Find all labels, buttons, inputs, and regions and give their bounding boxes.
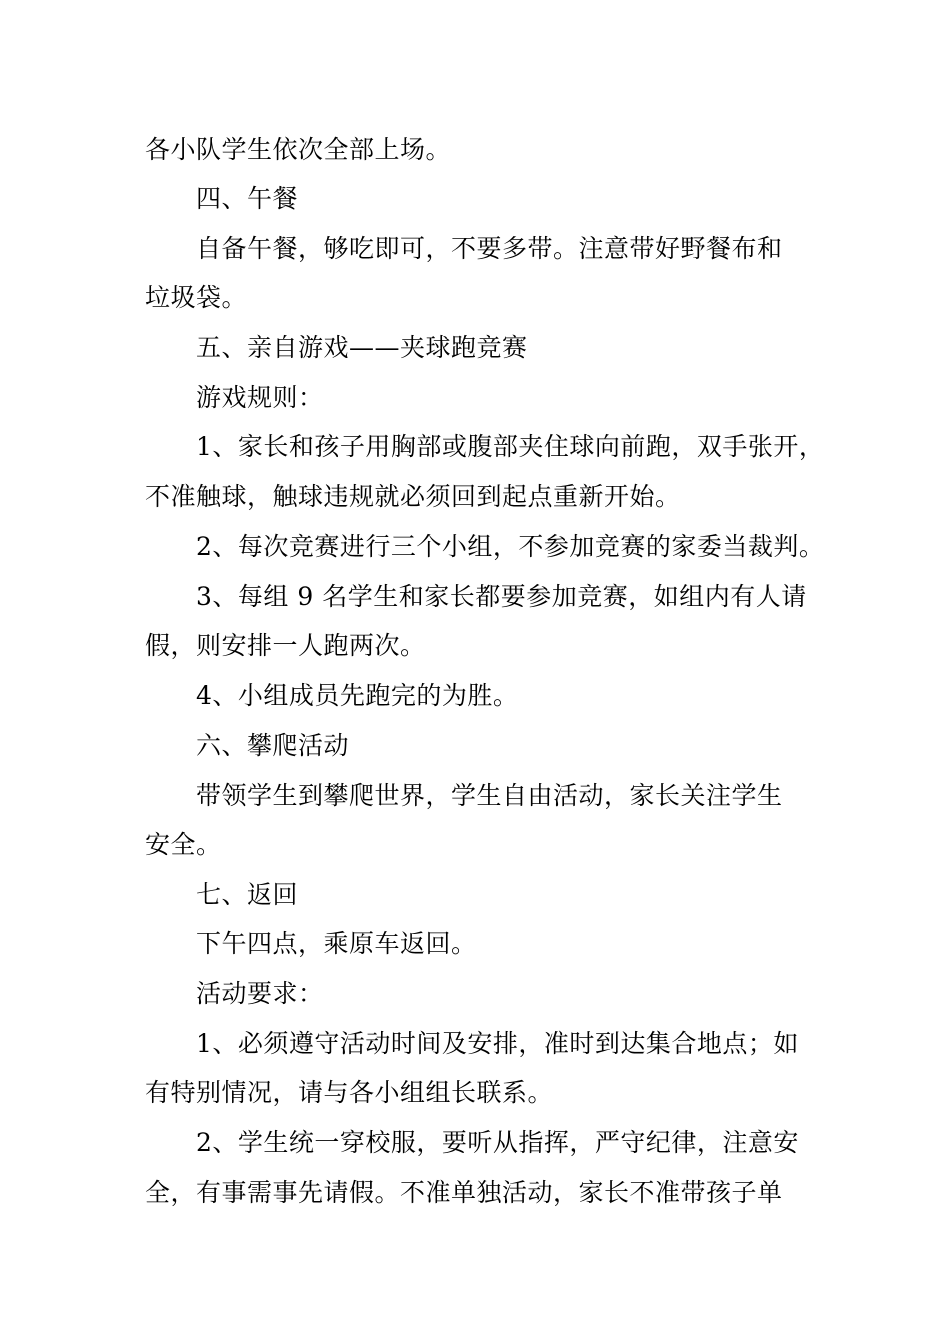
text-line: 安全。: [145, 830, 222, 859]
text-line: 2、学生统一穿校服，要听从指挥，严守纪律，注意安: [196, 1128, 799, 1157]
text-line: 2、每次竞赛进行三个小组，不参加竞赛的家委当裁判。: [196, 532, 825, 561]
section-heading-return: 七、返回: [196, 880, 299, 909]
section-heading-climbing: 六、攀爬活动: [196, 731, 350, 760]
text-line: 游戏规则：: [196, 383, 324, 412]
text-line: 下午四点，乘原车返回。: [196, 929, 477, 958]
text-line: 假，则安排一人跑两次。: [145, 631, 426, 660]
section-heading-game: 五、亲自游戏——夹球跑竞赛: [196, 333, 528, 362]
text-line: 3、每组 9 名学生和家长都要参加竞赛，如组内有人请: [196, 582, 807, 611]
text-line: 不准触球，触球违规就必须回到起点重新开始。: [145, 482, 681, 511]
text-line: 各小队学生依次全部上场。: [145, 135, 452, 164]
text-line: 1、家长和孩子用胸部或腹部夹住球向前跑，双手张开，: [196, 432, 825, 461]
text-line: 有特别情况，请与各小组组长联系。: [145, 1078, 554, 1107]
text-line: 全，有事需事先请假。不准单独活动，家长不准带孩子单: [145, 1178, 783, 1207]
text-line: 自备午餐，够吃即可，不要多带。注意带好野餐布和: [196, 234, 783, 263]
section-heading-lunch: 四、午餐: [196, 184, 299, 213]
text-line: 活动要求：: [196, 979, 324, 1008]
text-line: 垃圾袋。: [145, 283, 248, 312]
text-line: 带领学生到攀爬世界，学生自由活动，家长关注学生: [196, 781, 783, 810]
text-line: 1、必须遵守活动时间及安排，准时到达集合地点；如: [196, 1029, 799, 1058]
text-line: 4、小组成员先跑完的为胜。: [196, 681, 519, 710]
